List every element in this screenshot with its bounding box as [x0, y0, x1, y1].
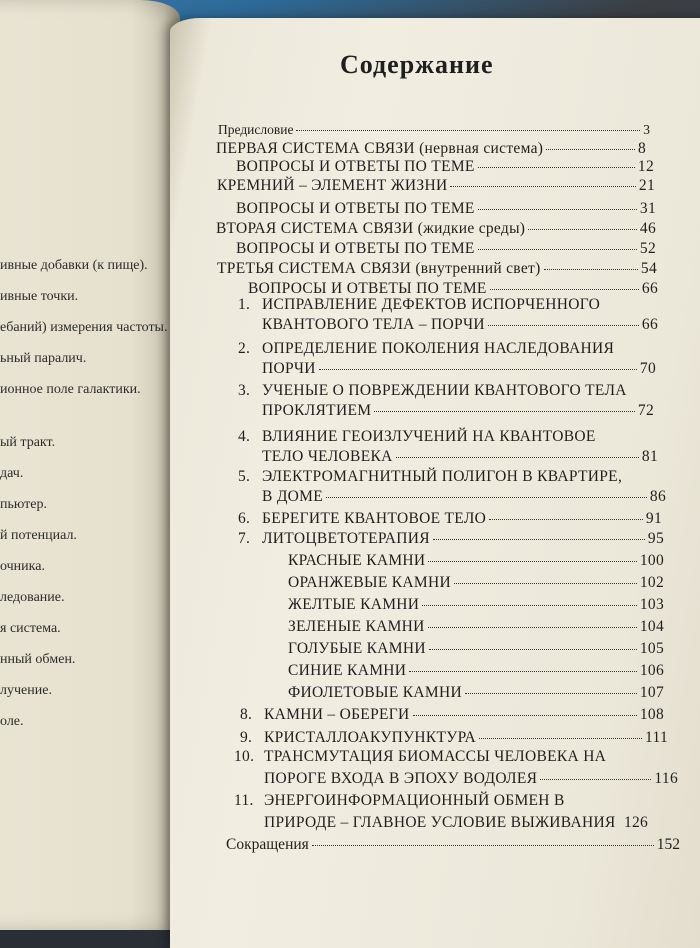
left-page-line: оле. [0, 714, 24, 729]
toc-entry-label: ЗЕЛЕНЫЕ КАМНИ [288, 618, 425, 635]
toc-entry [262, 316, 658, 334]
toc-leader [422, 605, 637, 606]
toc-entry-label: ТЕЛО ЧЕЛОВЕКА [262, 448, 393, 465]
left-page-line: пьютер. [0, 497, 47, 512]
left-page-line: ледование. [0, 590, 65, 605]
toc-entry-label: ЭЛЕКТРОМАГНИТНЫЙ ПОЛИГОН В КВАРТИРЕ, [262, 468, 623, 485]
toc-leader [296, 130, 640, 131]
toc-leader [326, 497, 647, 498]
toc-entry [226, 836, 680, 854]
left-page [0, 0, 180, 930]
toc-entry-number: 10. [234, 748, 255, 765]
toc-page-number: 100 [639, 552, 664, 569]
toc-leader [396, 457, 639, 458]
toc-leader [312, 845, 654, 846]
toc-page-number: 86 [649, 488, 666, 505]
toc-entry-label: ПРОКЛЯТИЕМ [262, 402, 372, 419]
toc-entry-label: ЖЕЛТЫЕ КАМНИ [288, 596, 420, 613]
toc-leader [528, 229, 637, 230]
left-page-line: ивные добавки (к пище). [0, 258, 148, 273]
toc-leader [454, 583, 637, 584]
toc-entry [262, 402, 654, 420]
toc-page-number: 91 [645, 510, 662, 527]
toc-entry-label: ОРАНЖЕВЫЕ КАМНИ [288, 574, 451, 591]
toc-page-number: 108 [639, 706, 664, 723]
toc-page-number: 103 [639, 596, 664, 613]
toc-page-number: 81 [641, 448, 658, 465]
toc-page-number: 8 [637, 140, 646, 157]
left-page-text [0, 258, 170, 745]
toc-entry [262, 448, 658, 466]
toc-page-number: 66 [641, 280, 658, 297]
toc-entry-number: 6. [238, 510, 251, 527]
toc-entry [240, 729, 668, 747]
toc-leader [479, 738, 642, 739]
toc-entry-label: ГОЛУБЫЕ КАМНИ [288, 640, 426, 657]
toc-entry-label: В ДОМЕ [262, 488, 324, 505]
toc-entry-label: ВТОРАЯ СИСТЕМА СВЯЗИ (жидкие среды) [216, 220, 526, 237]
toc-entry [238, 510, 662, 528]
toc-entry [288, 574, 664, 592]
toc-entry-number: 5. [238, 468, 251, 485]
toc-entry [217, 260, 657, 278]
toc-leader [429, 649, 637, 650]
toc-leader [450, 186, 635, 187]
toc-page-number: 104 [639, 618, 664, 635]
toc-entry-line [238, 296, 600, 314]
toc-leader [413, 715, 637, 716]
toc-entry [216, 220, 656, 238]
toc-entry-title: БЕРЕГИТЕ КВАНТОВОЕ ТЕЛО [262, 510, 487, 527]
toc-entry [288, 618, 664, 636]
toc-page-number: 102 [639, 574, 664, 591]
toc-page-number: 72 [637, 402, 654, 419]
toc-page-number: 152 [656, 836, 680, 853]
toc-leader [465, 693, 637, 694]
toc-page-number: 3 [643, 122, 650, 137]
toc-page-number: 106 [639, 662, 664, 679]
toc-entry-title: КРИСТАЛЛОАКУПУНКТУРА [264, 729, 476, 746]
toc-entry [288, 640, 664, 658]
toc-entry [217, 177, 655, 195]
toc-page-number: 111 [645, 729, 668, 746]
toc-entry-label: КРАСНЫЕ КАМНИ [288, 552, 426, 569]
toc-entry [236, 240, 656, 258]
toc-entry-label: Предисловие [218, 122, 294, 137]
toc-entry-line [264, 814, 648, 832]
toc-entry-label: КРЕМНИЙ – ЭЛЕМЕНТ ЖИЗНИ [217, 177, 448, 194]
toc-entry-number: 11. [234, 792, 254, 809]
toc-page-number: 126 [623, 814, 649, 831]
left-page-line: очника. [0, 559, 45, 574]
toc-entry [236, 200, 656, 218]
page-title: Содержание [340, 50, 494, 79]
toc-entry-title: ЛИТОЦВЕТОТЕРАПИЯ [262, 530, 430, 547]
toc-entry-label: ПЕРВАЯ СИСТЕМА СВЯЗИ (нервная система) [216, 140, 544, 157]
toc-leader [428, 561, 636, 562]
toc-entry [262, 360, 656, 378]
toc-entry-label: ВОПРОСЫ И ОТВЕТЫ ПО ТЕМЕ [236, 158, 475, 175]
toc-entry-label: ТРАНСМУТАЦИЯ БИОМАССЫ ЧЕЛОВЕКА НА [264, 748, 607, 765]
left-page-line: ебаний) измерения частоты. [0, 320, 168, 335]
toc-entry-label: КВАНТОВОГО ТЕЛА – ПОРЧИ [262, 316, 485, 333]
toc-page-number: 107 [639, 684, 664, 701]
toc-leader [546, 149, 635, 150]
toc-page-number: 116 [654, 770, 678, 787]
toc-leader [433, 539, 645, 540]
toc-leader [489, 519, 643, 520]
left-page-line: нный обмен. [0, 652, 76, 667]
toc-entry-label: ФИОЛЕТОВЫЕ КАМНИ [288, 684, 462, 701]
toc-leader [478, 167, 635, 168]
toc-entry-label: ВОПРОСЫ И ОТВЕТЫ ПО ТЕМЕ [236, 240, 475, 257]
toc-entry [218, 122, 650, 138]
toc-leader [490, 289, 639, 290]
toc-entry-label [240, 729, 476, 747]
toc-leader [488, 325, 639, 326]
toc-entry-label: ОПРЕДЕЛЕНИЕ ПОКОЛЕНИЯ НАСЛЕДОВАНИЯ [262, 340, 615, 357]
toc-entry-label: ВОПРОСЫ И ОТВЕТЫ ПО ТЕМЕ [236, 200, 475, 217]
toc-leader [478, 209, 637, 210]
toc-entry-label [238, 510, 486, 528]
toc-page-number: 66 [641, 316, 658, 333]
toc-entry-number: 7. [238, 530, 251, 547]
toc-entry-line [234, 792, 565, 810]
left-page-line: я система. [0, 621, 61, 636]
toc-entry-line [238, 382, 627, 400]
toc-entry [262, 488, 666, 506]
toc-entry-label: ПОРОГЕ ВХОДА В ЭПОХУ ВОДОЛЕЯ [264, 770, 538, 787]
toc-entry-line [238, 340, 614, 358]
toc-entry-label: УЧЕНЫЕ О ПОВРЕЖДЕНИИ КВАНТОВОГО ТЕЛА [262, 382, 627, 399]
toc-leader [319, 369, 637, 370]
toc-leader [374, 411, 635, 412]
left-page-line [0, 413, 170, 435]
toc-entry [264, 770, 678, 788]
toc-entry [236, 158, 654, 176]
toc-entry-line [238, 428, 596, 446]
toc-entry-label: ПОРЧИ [262, 360, 316, 377]
toc-entry-label: ЭНЕРГОИНФОРМАЦИОННЫЙ ОБМЕН В [264, 792, 565, 809]
toc-entry-label: ИСПРАВЛЕНИЕ ДЕФЕКТОВ ИСПОРЧЕННОГО [262, 296, 601, 313]
toc-leader [428, 627, 637, 628]
left-page-line: ионное поле галактики. [0, 382, 141, 397]
toc-entry-number: 9. [240, 729, 253, 746]
toc-leader [478, 249, 637, 250]
toc-page-number: 21 [638, 177, 655, 194]
toc-entry-label [238, 530, 430, 548]
toc-leader [409, 671, 637, 672]
toc-entry-label: ТРЕТЬЯ СИСТЕМА СВЯЗИ (внутренний свет) [217, 260, 541, 277]
toc-entry-number: 2. [238, 340, 251, 357]
toc-entry-label: ВЛИЯНИЕ ГЕОИЗЛУЧЕНИЙ НА КВАНТОВОЕ [262, 428, 596, 445]
toc-entry-line [238, 468, 622, 486]
toc-entry [240, 706, 664, 724]
toc-entry [288, 596, 664, 614]
toc-entry-label [240, 706, 410, 724]
toc-leader [544, 269, 638, 270]
left-page-line: ый тракт. [0, 435, 56, 450]
toc-entry-label: ПРИРОДЕ – ГЛАВНОЕ УСЛОВИЕ ВЫЖИВАНИЯ [264, 814, 616, 831]
toc-page-number: 52 [639, 240, 656, 257]
toc-entry-title: КАМНИ – ОБЕРЕГИ [264, 706, 410, 723]
toc-entry-line [234, 748, 606, 766]
left-page-line: ивные точки. [0, 289, 79, 304]
toc-entry-number: 1. [238, 296, 251, 313]
toc-entry [238, 530, 664, 548]
toc-page-number: 54 [640, 260, 657, 277]
toc-entry-label: СИНИЕ КАМНИ [288, 662, 407, 679]
toc-page-number: 46 [639, 220, 656, 237]
toc-entry [288, 552, 664, 570]
toc-page-number: 31 [639, 200, 656, 217]
toc-entry-number: 8. [240, 706, 253, 723]
toc-entry [288, 684, 664, 702]
toc-page-number: 70 [639, 360, 656, 377]
toc-leader [540, 779, 651, 780]
toc-entry-label: ВОПРОСЫ И ОТВЕТЫ ПО ТЕМЕ [248, 280, 487, 297]
toc-entry-label: Сокращения [226, 836, 309, 853]
left-page-line: лучение. [0, 683, 52, 698]
left-page-line: ьный паралич. [0, 351, 87, 366]
toc-entry-number: 4. [238, 428, 251, 445]
toc-page-number: 95 [647, 530, 664, 547]
toc-entry [216, 140, 646, 158]
toc-entry-number: 3. [238, 382, 251, 399]
left-page-line: й потенциал. [0, 528, 77, 543]
toc-page-number: 105 [639, 640, 664, 657]
left-page-line: дач. [0, 466, 24, 481]
toc-entry [288, 662, 664, 680]
toc-page-number: 12 [637, 158, 654, 175]
